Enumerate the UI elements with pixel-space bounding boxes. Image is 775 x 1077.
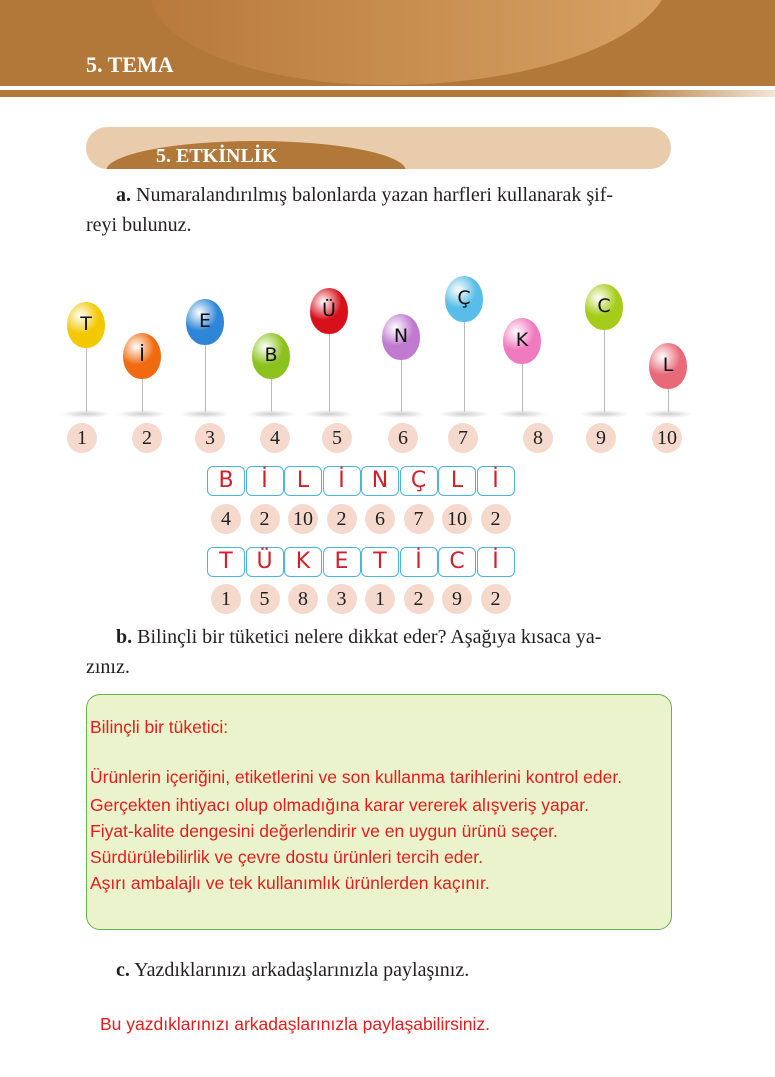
cipher-number: 1 bbox=[365, 584, 395, 614]
balloon: N bbox=[382, 314, 420, 360]
balloon: T bbox=[67, 302, 105, 348]
cipher-letter-box[interactable]: İ bbox=[246, 466, 284, 496]
balloon-number: 7 bbox=[448, 423, 478, 453]
cipher-number: 10 bbox=[442, 504, 472, 534]
balloon-shadow bbox=[61, 410, 111, 418]
cipher-number: 2 bbox=[481, 504, 511, 534]
cipher-letter-box[interactable]: T bbox=[361, 547, 399, 577]
balloon: Ç bbox=[445, 276, 483, 322]
balloon-shadow bbox=[643, 410, 693, 418]
question-b bbox=[86, 622, 601, 682]
answer-line: Ürünlerin içeriğini, etiketlerini ve son kullanma tarihlerini kontrol eder. bbox=[90, 767, 623, 787]
question-c bbox=[116, 955, 469, 985]
cipher-letter-box[interactable]: İ bbox=[477, 547, 515, 577]
cipher-letter-box[interactable]: Ç bbox=[400, 466, 438, 496]
question-b-label: b. bbox=[116, 626, 133, 648]
cipher-letter-box[interactable]: N bbox=[361, 466, 399, 496]
balloon-string bbox=[142, 379, 143, 412]
activity-banner bbox=[86, 127, 671, 169]
cipher-letter-box[interactable]: E bbox=[323, 547, 361, 577]
question-a-text: Numaralandırılmış balonlarda yazan harfleri kullanarak şif- bbox=[131, 184, 614, 206]
balloon: İ bbox=[123, 333, 161, 379]
cipher-number: 5 bbox=[250, 584, 280, 614]
cipher-number: 8 bbox=[288, 584, 318, 614]
balloon-string bbox=[401, 360, 402, 412]
cipher-number: 2 bbox=[481, 584, 511, 614]
cipher-letter-box[interactable]: B bbox=[207, 466, 245, 496]
balloon-number: 4 bbox=[260, 423, 290, 453]
cipher-letter-box[interactable]: Ü bbox=[246, 547, 284, 577]
balloon-number: 6 bbox=[388, 423, 418, 453]
answer-c: Bu yazdıklarınızı arkadaşlarınızla paylaşabilirsiniz. bbox=[100, 1014, 491, 1034]
question-c-label: c. bbox=[116, 959, 130, 981]
balloon-number: 10 bbox=[652, 423, 682, 453]
answer-line: Sürdürülebilirlik ve çevre dostu ürünleri tercih eder. bbox=[90, 847, 483, 867]
cipher-letter-box[interactable]: İ bbox=[323, 466, 361, 496]
balloon-number: 2 bbox=[132, 423, 162, 453]
balloon: L bbox=[649, 343, 687, 389]
cipher-number: 2 bbox=[404, 584, 434, 614]
balloon: K bbox=[503, 318, 541, 364]
balloon: B bbox=[252, 333, 290, 379]
balloon: Ü bbox=[310, 288, 348, 334]
question-b-text-cont: zınız. bbox=[86, 656, 130, 678]
cipher-number: 1 bbox=[211, 584, 241, 614]
balloon-shadow bbox=[497, 410, 547, 418]
question-a-label: a. bbox=[116, 184, 131, 206]
theme-header bbox=[0, 0, 775, 86]
cipher-letter-box[interactable]: İ bbox=[400, 547, 438, 577]
cipher-number: 7 bbox=[404, 504, 434, 534]
answer-heading: Bilinçli bir tüketici: bbox=[90, 717, 229, 737]
cipher-number: 4 bbox=[211, 504, 241, 534]
cipher-letter-box[interactable]: K bbox=[284, 547, 322, 577]
balloon-shadow bbox=[579, 410, 629, 418]
cipher-number: 2 bbox=[327, 504, 357, 534]
balloon: E bbox=[186, 299, 224, 345]
balloon-string bbox=[86, 348, 87, 412]
cipher-letter-box[interactable]: İ bbox=[477, 466, 515, 496]
answer-line: Fiyat-kalite dengesini değerlendirir ve en uygun ürünü seçer. bbox=[90, 821, 558, 841]
balloon-number: 3 bbox=[195, 423, 225, 453]
balloon-string bbox=[205, 345, 206, 412]
balloon: C bbox=[585, 284, 623, 330]
balloon-number: 1 bbox=[67, 423, 97, 453]
balloon-string bbox=[668, 389, 669, 412]
balloon-shadow bbox=[304, 410, 354, 418]
cipher-number: 3 bbox=[327, 584, 357, 614]
header-wave-decoration bbox=[150, 0, 670, 85]
activity-title: 5. ETKİNLİK bbox=[156, 145, 278, 167]
balloon-number: 8 bbox=[523, 423, 553, 453]
balloon-string bbox=[271, 379, 272, 412]
balloon-number: 9 bbox=[586, 423, 616, 453]
question-c-text: Yazdıklarınızı arkadaşlarınızla paylaşınız. bbox=[129, 959, 470, 981]
balloon-shadow bbox=[439, 410, 489, 418]
balloon-string bbox=[522, 364, 523, 412]
cipher-number: 2 bbox=[250, 504, 280, 534]
balloon-shadow bbox=[117, 410, 167, 418]
cipher-letter-box[interactable]: L bbox=[438, 466, 476, 496]
balloon-shadow bbox=[376, 410, 426, 418]
balloon-string bbox=[464, 322, 465, 412]
cipher-letter-box[interactable]: C bbox=[438, 547, 476, 577]
cipher-number: 9 bbox=[442, 584, 472, 614]
question-a bbox=[86, 180, 613, 240]
cipher-letter-box[interactable]: L bbox=[284, 466, 322, 496]
question-b-text: Bilinçli bir tüketici nelere dikkat eder? Aşağıya kısaca ya- bbox=[132, 626, 602, 648]
header-divider bbox=[0, 90, 775, 97]
balloon-shadow bbox=[246, 410, 296, 418]
cipher-letter-box[interactable]: T bbox=[207, 547, 245, 577]
cipher-number: 10 bbox=[288, 504, 318, 534]
answer-line: Aşırı ambalajlı ve tek kullanımlık ürünlerden kaçınır. bbox=[90, 873, 490, 893]
answer-line: Gerçekten ihtiyacı olup olmadığına karar vererek alışveriş yapar. bbox=[90, 795, 589, 815]
balloon-string bbox=[329, 334, 330, 412]
balloon-string bbox=[604, 330, 605, 412]
theme-title: 5. TEMA bbox=[86, 52, 174, 77]
question-a-text-cont: reyi bulunuz. bbox=[86, 214, 192, 236]
balloon-number: 5 bbox=[322, 423, 352, 453]
cipher-number: 6 bbox=[365, 504, 395, 534]
balloon-shadow bbox=[180, 410, 230, 418]
